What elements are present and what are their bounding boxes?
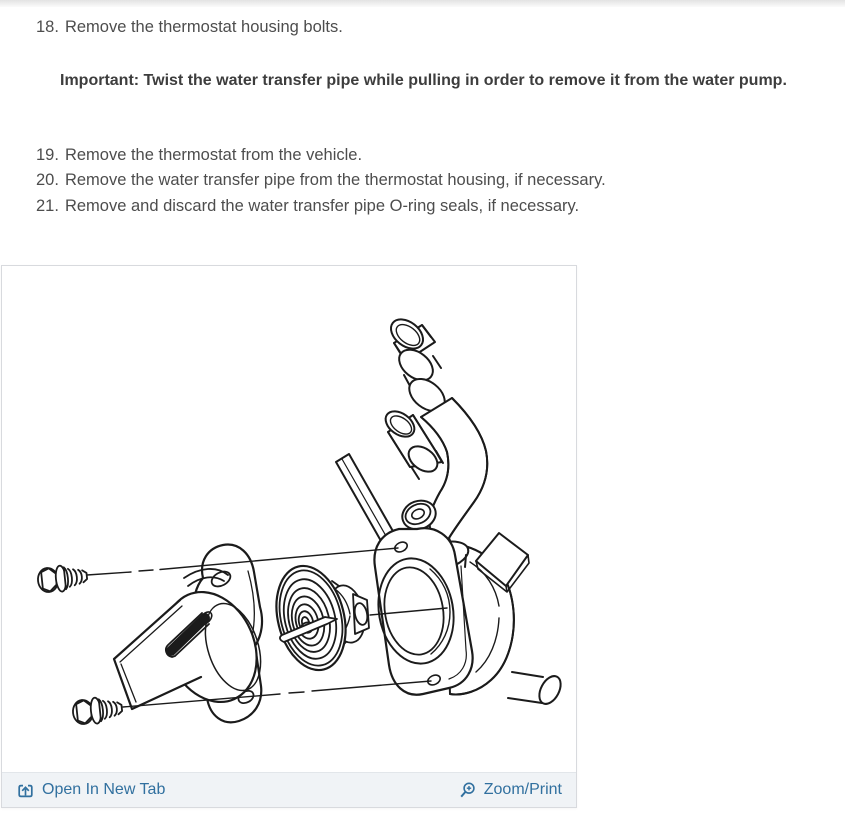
step-item	[36, 143, 845, 169]
open-in-new-tab-icon	[16, 781, 35, 800]
zoom-print-label: Zoom/Print	[483, 781, 562, 798]
housing-bolt-lower	[72, 695, 123, 726]
step-number: 20.	[36, 171, 59, 189]
step-text: Remove and discard the water transfer pipe O-ring seals, if necessary.	[64, 196, 580, 215]
open-in-new-tab-label: Open In New Tab	[42, 781, 166, 798]
step-item	[36, 194, 845, 220]
step-number: 19.	[36, 145, 59, 164]
open-in-new-tab-link[interactable]	[16, 781, 165, 800]
step-text: Remove the thermostat housing bolts.	[64, 18, 343, 36]
zoom-print-link[interactable]	[458, 781, 562, 800]
important-note: Important: Twist the water transfer pipe while pulling in order to remove it from the water pump.	[60, 71, 787, 89]
step-number: 21.	[36, 196, 59, 215]
step-text: Remove the thermostat from the vehicle.	[64, 145, 363, 164]
housing-bolt-upper	[37, 563, 88, 594]
thermostat-exploded-diagram	[2, 266, 576, 772]
figure-panel	[1, 265, 577, 808]
step-item	[36, 168, 845, 194]
step-text: Remove the water transfer pipe from the thermostat housing, if necessary.	[64, 171, 606, 189]
figure-toolbar	[2, 772, 576, 807]
zoom-in-icon	[458, 781, 477, 800]
thermostat	[266, 559, 369, 678]
steps-block	[36, 143, 845, 220]
figure-image	[2, 266, 576, 772]
top-divider	[0, 0, 845, 7]
instructions	[0, 7, 845, 219]
step-item	[36, 15, 845, 41]
step-number: 18.	[36, 18, 59, 36]
thermostat-cover	[114, 545, 273, 723]
